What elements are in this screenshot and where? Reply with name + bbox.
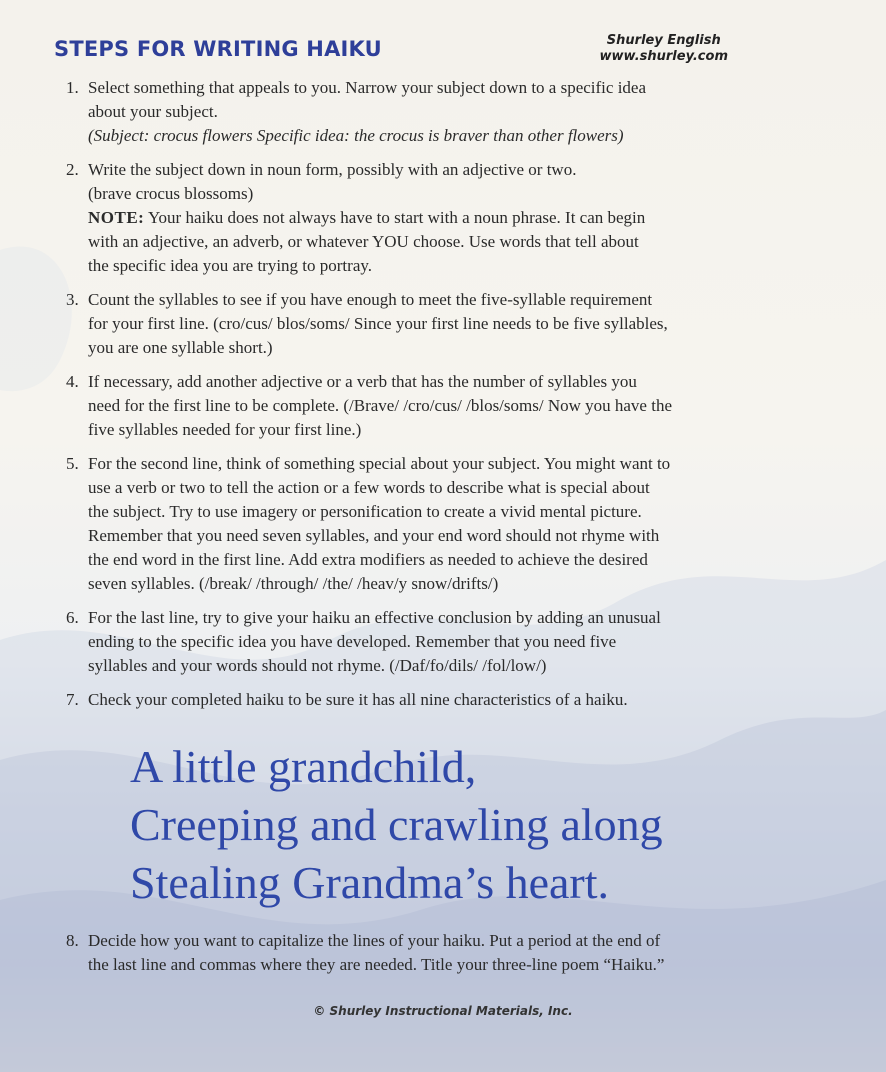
step-number: 5. bbox=[66, 454, 79, 473]
brand-url: www.shurley.com bbox=[599, 49, 728, 64]
step-text-line: about your subject. bbox=[88, 102, 218, 121]
step-text-line: For the second line, think of something special about your subject. You might want to bbox=[88, 454, 671, 473]
step-text-line: Count the syllables to see if you have enough to meet the five-syllable requirement bbox=[88, 290, 653, 309]
step-text-line: Select something that appeals to you. Narrow your subject down to a specific idea bbox=[88, 78, 647, 97]
step-text-line: for your first line. (cro/cus/ blos/soms/ Since your first line needs to be five syllables, bbox=[88, 314, 668, 333]
step-text-line: (brave crocus blossoms) bbox=[88, 184, 254, 203]
step-text-line: seven syllables. (/break/ /through/ /the/ /heav/y snow/drifts/) bbox=[88, 574, 499, 593]
step-number: 7. bbox=[66, 690, 79, 709]
steps-list bbox=[66, 76, 826, 722]
step-text-line: the subject. Try to use imagery or personification to create a vivid mental picture. bbox=[88, 502, 642, 521]
step-number: 2. bbox=[66, 160, 79, 179]
step-text-line: use a verb or two to tell the action or a few words to describe what is special about bbox=[88, 478, 650, 497]
step-text-line: you are one syllable short.) bbox=[88, 338, 273, 357]
step-number: 3. bbox=[66, 290, 79, 309]
step-text-line: If necessary, add another adjective or a verb that has the number of syllables you bbox=[88, 372, 637, 391]
step-4 bbox=[66, 370, 826, 442]
step-8 bbox=[66, 929, 848, 977]
step-5 bbox=[66, 452, 826, 596]
step-text-line: Remember that you need seven syllables, and your end word should not rhyme with bbox=[88, 526, 660, 545]
step-text-line: Check your completed haiku to be sure it has all nine characteristics of a haiku. bbox=[88, 690, 628, 709]
step-number: 6. bbox=[66, 608, 79, 627]
step-text-line: syllables and your words should not rhyme. (/Daf/fo/dils/ /fol/low/) bbox=[88, 656, 547, 675]
poem-line-2: Creeping and crawling along bbox=[130, 799, 663, 850]
poem-line-3: Stealing Grandma’s heart. bbox=[130, 857, 610, 908]
step-text-line: need for the first line to be complete. (/Brave/ /cro/cus/ /blos/soms/ Now you have the bbox=[88, 396, 672, 415]
step-text-line: Write the subject down in noun form, possibly with an adjective or two. bbox=[88, 160, 577, 179]
step-text-line: five syllables needed for your first line.) bbox=[88, 420, 362, 439]
note-text: Your haiku does not always have to start with a noun phrase. It can begin bbox=[144, 208, 646, 227]
note-label: NOTE: bbox=[88, 208, 145, 227]
step-1 bbox=[66, 76, 826, 148]
step-text-line: the last line and commas where they are needed. Title your three-line poem “Haiku.” bbox=[88, 955, 665, 974]
step-number: 8. bbox=[66, 931, 79, 950]
haiku-poem bbox=[130, 738, 663, 912]
brand-name: Shurley English bbox=[606, 33, 721, 48]
step-2 bbox=[66, 158, 826, 278]
step-text-line: ending to the specific idea you have developed. Remember that you need five bbox=[88, 632, 617, 651]
step-3 bbox=[66, 288, 826, 360]
copyright-footer: © Shurley Instructional Materials, Inc. bbox=[313, 1004, 573, 1018]
poem-line-1: A little grandchild, bbox=[130, 741, 477, 792]
page-title: STEPS FOR WRITING HAIKU bbox=[54, 37, 382, 61]
step-number: 4. bbox=[66, 372, 79, 391]
step-6 bbox=[66, 606, 826, 678]
step-text-line: the end word in the first line. Add extra modifiers as needed to achieve the desired bbox=[88, 550, 648, 569]
step-example: (Subject: crocus flowers Specific idea: the crocus is braver than other flowers) bbox=[88, 126, 624, 145]
step-7 bbox=[66, 688, 826, 712]
step-note-line: with an adjective, an adverb, or whatever YOU choose. Use words that tell about bbox=[88, 232, 639, 251]
step-note-line bbox=[88, 206, 826, 230]
brand-block bbox=[600, 33, 728, 65]
step-text-line: For the last line, try to give your haiku an effective conclusion by adding an unusual bbox=[88, 608, 661, 627]
step-number: 1. bbox=[66, 78, 79, 97]
step-text-line: Decide how you want to capitalize the lines of your haiku. Put a period at the end of bbox=[88, 931, 661, 950]
step-note-line: the specific idea you are trying to portray. bbox=[88, 256, 373, 275]
